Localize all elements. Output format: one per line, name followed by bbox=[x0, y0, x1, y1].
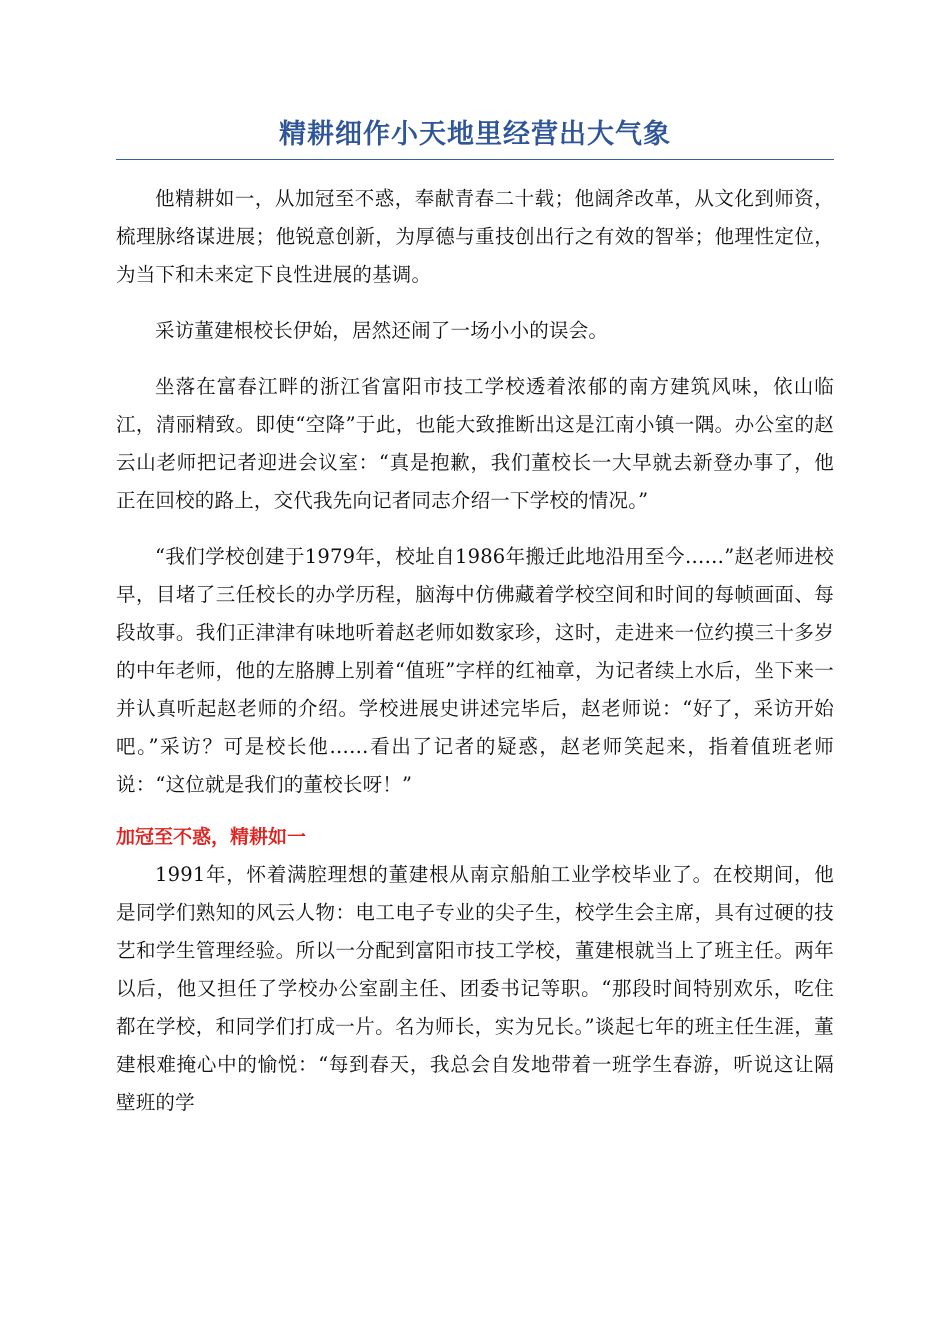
paragraph-school-history: “我们学校创建于1979年，校址自1986年搬迁此地沿用至今……”赵老师进校早，目堵了三任校长的办学历程，脑海中仿佛藏着学校空间和时间的每帧画面、每段故事。我们正津津有味地听着赵老师如数家珍，这时，走进来一位约摸三十多岁的中年老师，他的左胳膊上别着“值班”字样的红袖章，为记者续上水后，坐下来一并认真听起赵老师的介绍。学校进展史讲述完毕后，赵老师说：“好了，采访开始吧。”采访？可是校长他……看出了记者的疑惑，赵老师笑起来，指着值班老师说：“这位就是我们的董校长呀！” bbox=[116, 545, 834, 796]
paragraph-graduation: 1991年，怀着满腔理想的董建根从南京船舶工业学校毕业了。在校期间，他是同学们熟知的风云人物：电工电子专业的尖子生，校学生会主席，具有过硬的技艺和学生管理经验。所以一分配到富阳市技工学校，董建根就当上了班主任。两年以后，他又担任了学校办公室副主任、团委书记等职。“那段时间特别欢乐，吃住都在学校，和同学们打成一片。名为师长，实为兄长。”谈起七年的班主任生涯，董建根难掩心中的愉悦：“每到春天，我总会自发地带着一班学生春游，听说这让隔壁班的学 bbox=[116, 863, 834, 1114]
article-body bbox=[116, 180, 834, 1122]
section-heading: 加冠至不惑，精耕如一 bbox=[116, 826, 307, 848]
paragraph-school-location: 坐落在富春江畔的浙江省富阳市技工学校透着浓郁的南方建筑风味，依山临江，清丽精致。即使“空降”于此，也能大致推断出这是江南小镇一隅。办公室的赵云山老师把记者迎进会议室：“真是抱歉，我们董校长一大早就去新登办事了，他正在回校的路上，交代我先向记者同志介绍一下学校的情况。” bbox=[116, 375, 834, 512]
document-page bbox=[116, 112, 834, 1140]
paragraph-intro: 他精耕如一，从加冠至不惑，奉献青春二十载；他阔斧改革，从文化到师资，梳理脉络谋进展；他锐意创新，为厚德与重技创出行之有效的智举；他理性定位，为当下和未来定下良性进展的基调。 bbox=[116, 187, 834, 286]
page-title: 精耕细作小天地里经营出大气象 bbox=[116, 112, 834, 160]
paragraph-misunderstanding: 采访董建根校长伊始，居然还闹了一场小小的误会。 bbox=[155, 319, 609, 342]
